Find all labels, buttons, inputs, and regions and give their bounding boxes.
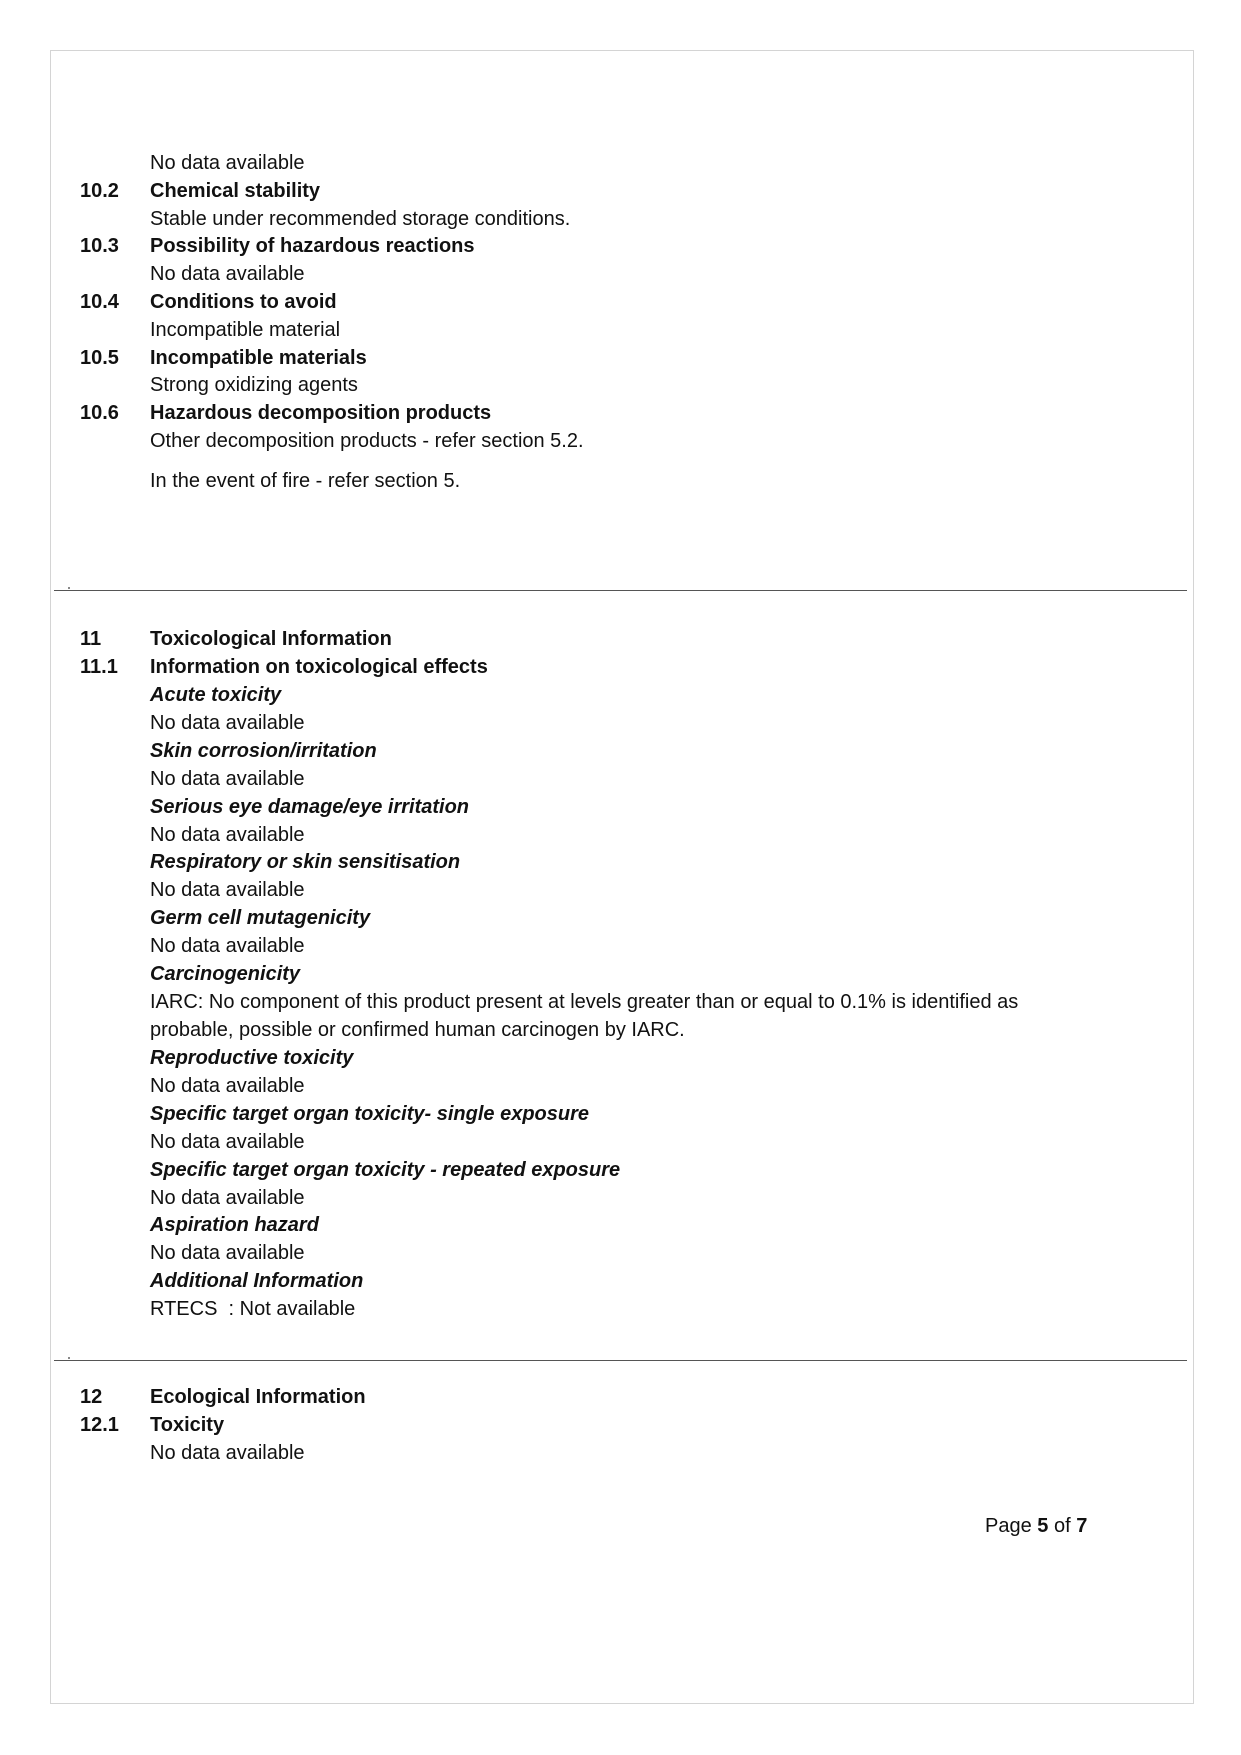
acute-toxicity-text: No data available [150,712,305,734]
sensitisation-heading: Respiratory or skin sensitisation [150,851,461,873]
section-12-title: Ecological Information [150,1386,366,1408]
section-10-4-heading: Conditions to avoid [150,291,337,313]
section-divider [54,1360,1187,1361]
section-10-5-number: 10.5 [80,347,119,369]
section-10-6-heading: Hazardous decomposition products [150,402,492,424]
section-12-1-title: Toxicity [150,1414,225,1436]
section-11-1-title: Information on toxicological effects [150,656,488,678]
section-10-6-number: 10.6 [80,402,119,424]
stot-repeated-text: No data available [150,1187,305,1209]
aspiration-hazard-heading: Aspiration hazard [150,1214,319,1236]
fire-note-text: In the event of fire - refer section 5. [150,470,461,492]
carcinogenicity-text-continued: probable, possible or confirmed human carcinogen by IARC. [150,1019,685,1041]
page-label: Page [985,1515,1032,1537]
section-10-4-text: Incompatible material [150,319,341,341]
skin-corrosion-heading: Skin corrosion/irritation [150,740,377,762]
section-11-title: Toxicological Information [150,628,392,650]
section-10-2-number: 10.2 [80,180,119,202]
section-10-2-heading: Chemical stability [150,180,321,202]
rtecs-text: RTECS : Not available [150,1298,356,1320]
stot-single-text: No data available [150,1131,305,1153]
section10-intro-text: No data available [150,152,305,174]
stot-repeated-heading: Specific target organ toxicity - repeated exposure [150,1159,621,1181]
section-10-3-number: 10.3 [80,235,119,257]
acute-toxicity-heading: Acute toxicity [150,684,282,706]
section-10-3-heading: Possibility of hazardous reactions [150,235,475,257]
section-12-1-number: 12.1 [80,1414,119,1436]
aspiration-hazard-text: No data available [150,1242,305,1264]
page-number [985,1514,1087,1538]
section-12-number: 12 [80,1386,103,1408]
section-10-5-text: Strong oxidizing agents [150,374,358,396]
page-total: 7 [1076,1515,1088,1537]
section-10-5-heading: Incompatible materials [150,347,367,369]
section-10-2-text: Stable under recommended storage conditions. [150,208,571,230]
carcinogenicity-heading: Carcinogenicity [150,963,301,985]
additional-info-heading: Additional Information [150,1270,364,1292]
section-11-number: 11 [80,628,102,650]
sensitisation-text: No data available [150,879,305,901]
section-10-6-text: Other decomposition products - refer section 5.2. [150,430,584,452]
reproductive-toxicity-text: No data available [150,1075,305,1097]
reproductive-toxicity-heading: Reproductive toxicity [150,1047,354,1069]
eye-damage-heading: Serious eye damage/eye irritation [150,796,470,818]
divider-marker [68,587,70,589]
page-current: 5 [1037,1515,1049,1537]
section-12-1-text: No data available [150,1442,305,1464]
section-10-3-text: No data available [150,263,305,285]
section-10-4-number: 10.4 [80,291,119,313]
skin-corrosion-text: No data available [150,768,305,790]
mutagenicity-heading: Germ cell mutagenicity [150,907,371,929]
section-11-1-number: 11.1 [80,656,118,678]
carcinogenicity-text: IARC: No component of this product present at levels greater than or equal to 0.1% is identified as [150,991,1019,1013]
divider-marker [68,1357,70,1359]
stot-single-heading: Specific target organ toxicity- single exposure [150,1103,590,1125]
page-of: of [1053,1515,1071,1537]
mutagenicity-text: No data available [150,935,305,957]
section-divider [54,590,1187,591]
eye-damage-text: No data available [150,824,305,846]
